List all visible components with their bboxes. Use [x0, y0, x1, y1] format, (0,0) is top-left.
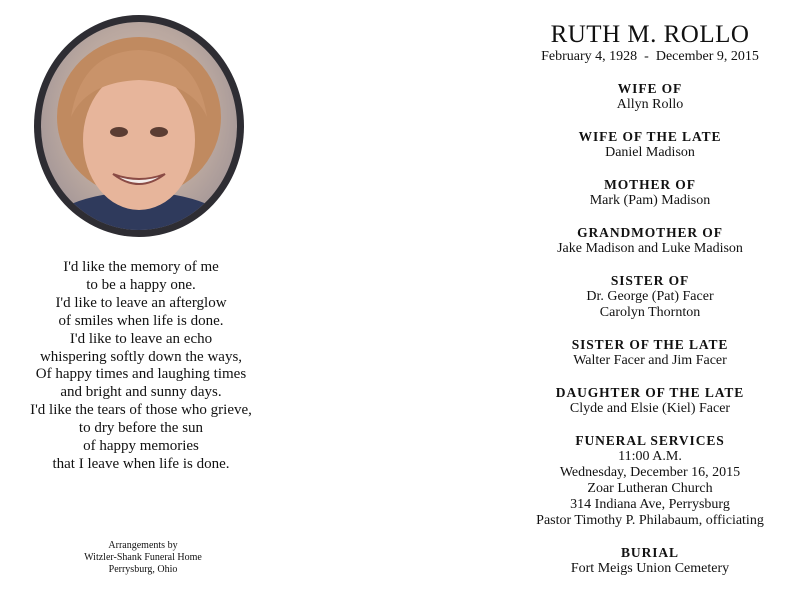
- section-line: Mark (Pam) Madison: [589, 193, 711, 208]
- section-line: Walter Facer and Jim Facer: [573, 353, 727, 368]
- poem-line: I'd like the tears of those who grieve,: [30, 402, 252, 419]
- section-line: Carolyn Thornton: [599, 305, 701, 320]
- section-heading: SISTER OF: [610, 273, 690, 288]
- poem-line: I'd like to leave an echo: [69, 330, 213, 347]
- section-funeral-services: [510, 433, 790, 529]
- poem-line: of smiles when life is done.: [58, 312, 224, 329]
- section-line: Daniel Madison: [605, 145, 695, 160]
- arrangements-line: Witzler-Shank Funeral Home: [84, 552, 202, 563]
- section-mother-of: [510, 177, 790, 209]
- section-line: Wednesday, December 16, 2015: [559, 465, 741, 480]
- arrangements-note: [62, 540, 224, 576]
- portrait-photo: [41, 22, 237, 230]
- section-line: 11:00 A.M.: [618, 449, 682, 464]
- deceased-name: RUTH M. ROLLO: [550, 21, 750, 48]
- section-sister-of-the-late: [510, 337, 790, 369]
- poem-line: that I leave when life is done.: [52, 455, 230, 472]
- poem-line: I'd like the memory of me: [63, 259, 219, 275]
- section-heading: WIFE OF: [617, 81, 683, 96]
- section-heading: MOTHER OF: [604, 177, 696, 192]
- life-dates: February 4, 1928 - December 9, 2015: [541, 49, 759, 64]
- section-line: Dr. George (Pat) Facer: [586, 289, 714, 304]
- section-line: Pastor Timothy P. Philabaum, officiating: [536, 513, 764, 528]
- poem-line: of happy memories: [83, 438, 199, 455]
- section-line: Jake Madison and Luke Madison: [557, 241, 743, 256]
- section-burial: [510, 545, 790, 577]
- section-heading: DAUGHTER OF THE LATE: [555, 385, 745, 400]
- section-wife-of-the-late: [510, 129, 790, 161]
- poem-line: Of happy times and laughing times: [35, 366, 247, 383]
- section-wife-of: [510, 81, 790, 113]
- poem-line: whispering softly down the ways,: [39, 348, 243, 365]
- section-grandmother-of: [510, 225, 790, 257]
- arrangements-line: Arrangements by: [108, 540, 178, 551]
- left-panel: [0, 0, 282, 600]
- section-line: Clyde and Elsie (Kiel) Facer: [569, 401, 731, 416]
- poem-line: I'd like to leave an afterglow: [55, 294, 227, 311]
- section-heading: BURIAL: [621, 545, 679, 560]
- section-line: Zoar Lutheran Church: [587, 481, 713, 496]
- section-heading: FUNERAL SERVICES: [575, 433, 725, 448]
- portrait-icon: [41, 22, 237, 230]
- section-sister-of: [510, 273, 790, 321]
- poem-line: and bright and sunny days.: [60, 384, 222, 401]
- section-daughter-of-the-late: [510, 385, 790, 417]
- section-heading: SISTER OF THE LATE: [571, 337, 729, 352]
- section-line: Fort Meigs Union Cemetery: [570, 561, 730, 576]
- section-line: Allyn Rollo: [616, 97, 684, 112]
- poem-line: to dry before the sun: [78, 420, 204, 437]
- portrait-frame: [34, 15, 244, 237]
- section-line: 314 Indiana Ave, Perrysburg: [570, 497, 730, 512]
- poem-line: to be a happy one.: [86, 276, 196, 293]
- poem: [0, 259, 282, 474]
- section-heading: GRANDMOTHER OF: [577, 225, 723, 240]
- section-heading: WIFE OF THE LATE: [578, 129, 722, 144]
- arrangements-line: Perrysburg, Ohio: [108, 564, 178, 575]
